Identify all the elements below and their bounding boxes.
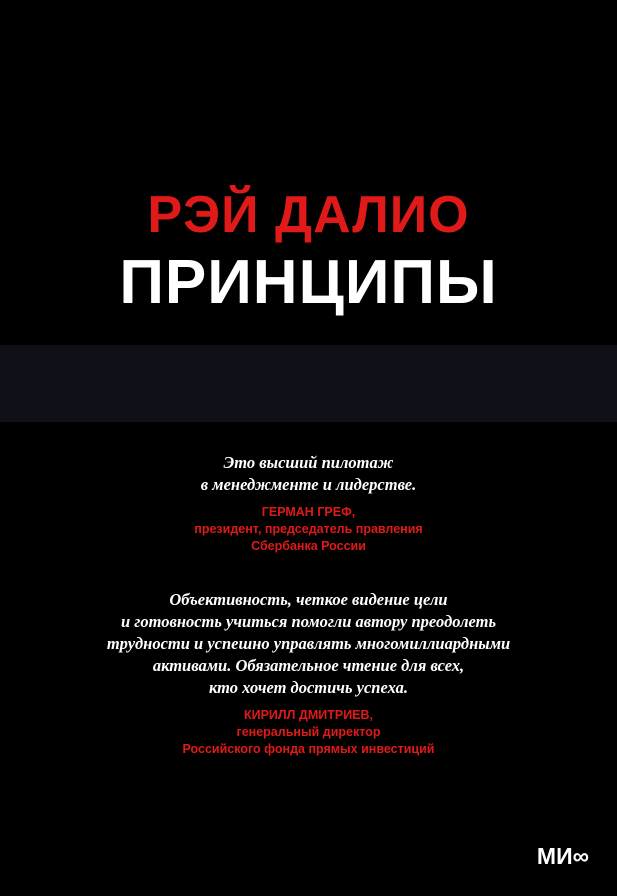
publisher-logo <box>537 843 589 870</box>
quote-line: кто хочет достичь успеха. <box>209 678 408 697</box>
quote-line: трудности и успешно управлять многомиллиардными <box>106 634 511 653</box>
quote-line: Это высший пилотаж <box>223 453 394 472</box>
quote-line: Объективность, четкое видение цели <box>169 590 448 609</box>
quote-attribution-1 <box>0 504 617 555</box>
attribution-org: Сбербанка России <box>251 539 366 553</box>
book-title: ПРИНЦИПЫ <box>119 248 498 317</box>
quote-block-1 <box>0 452 617 555</box>
quote-line: в менеджменте и лидерстве. <box>200 475 417 494</box>
attribution-role: президент, председатель правления <box>194 522 423 536</box>
cover-band-middle <box>0 345 617 422</box>
endorsement-quotes <box>0 452 617 792</box>
quote-attribution-2 <box>0 707 617 758</box>
quote-text-1 <box>0 452 617 496</box>
quote-line: и готовность учиться помогли автору преодолеть <box>120 612 497 631</box>
quote-text-2 <box>0 589 617 699</box>
author-name: РЭЙ ДАЛИО <box>147 186 470 244</box>
attribution-org: Российского фонда прямых инвестиций <box>182 742 435 756</box>
title-block <box>0 186 617 318</box>
attribution-name: КИРИЛЛ ДМИТРИЕВ, <box>243 708 374 722</box>
attribution-role: генеральный директор <box>236 725 381 739</box>
attribution-name: ГЕРМАН ГРЕФ, <box>261 505 356 519</box>
quote-block-2 <box>0 589 617 758</box>
publisher-logo-text: МИ∞ <box>536 843 589 869</box>
quote-line: активами. Обязательное чтение для всех, <box>152 656 465 675</box>
